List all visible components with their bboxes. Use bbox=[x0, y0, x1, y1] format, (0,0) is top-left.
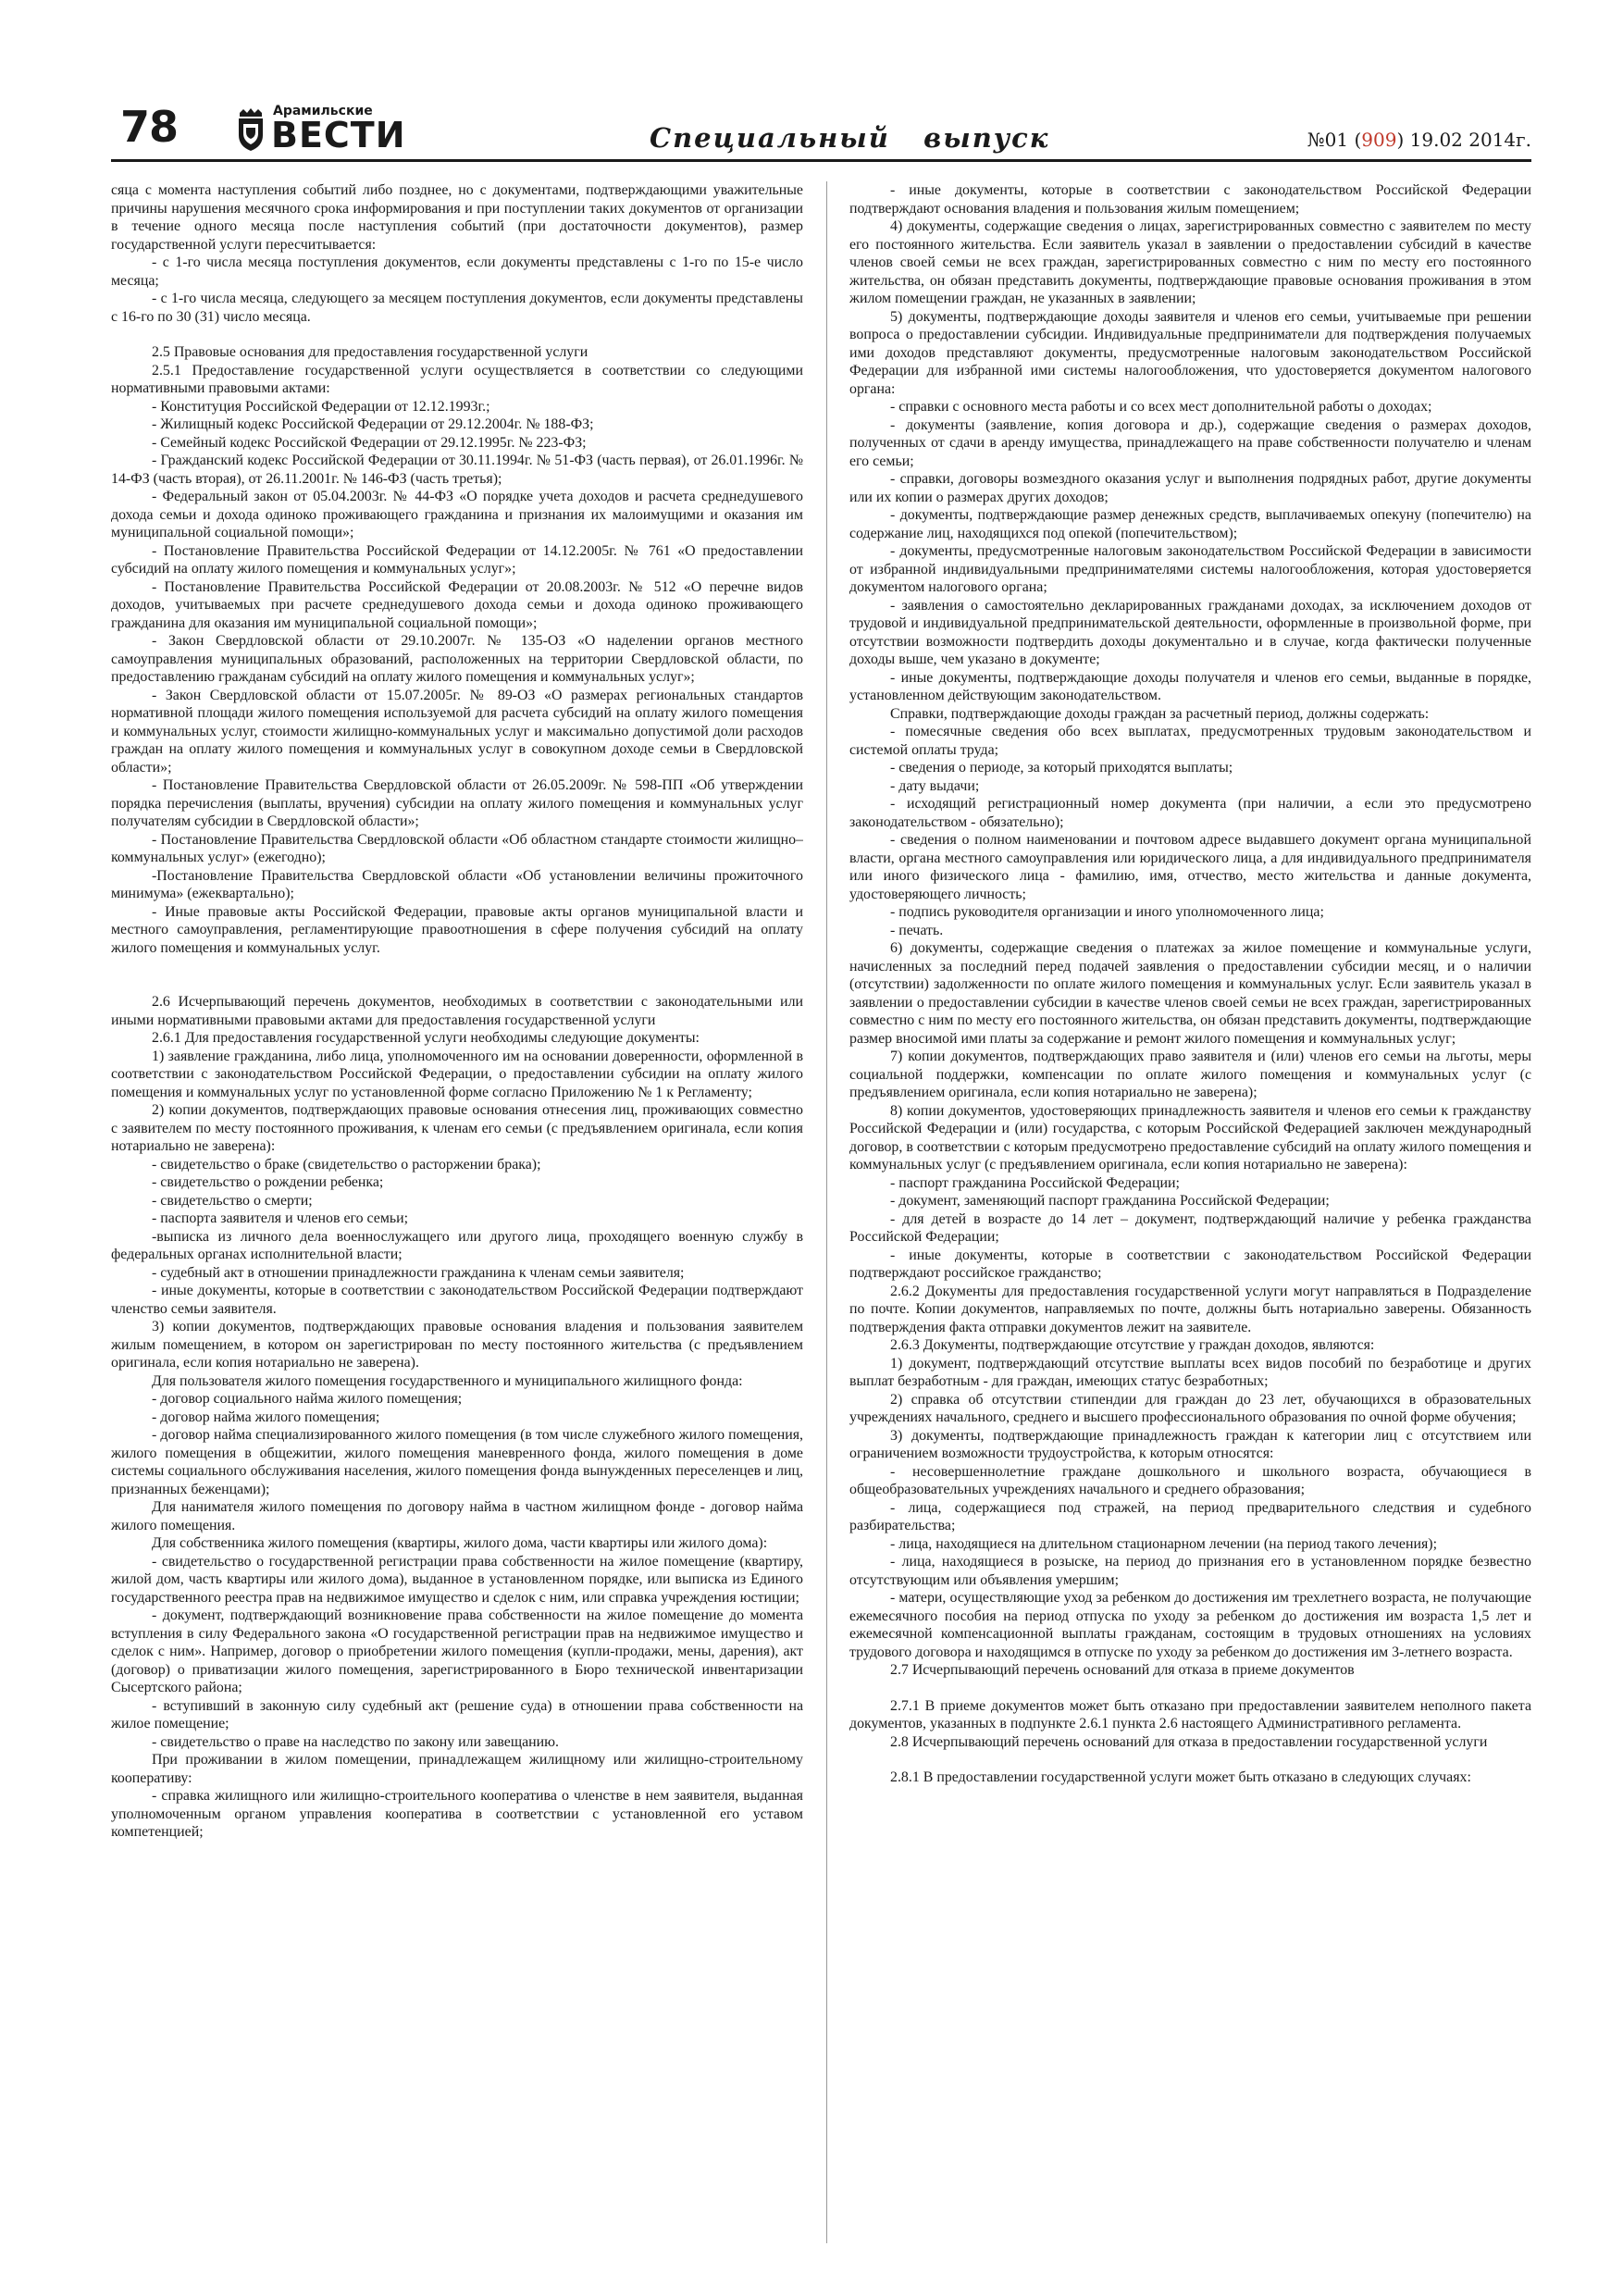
paragraph: - свидетельство о государственной регистрации права собственности на жилое помещение (квартиру, жилой дом, часть квартиры или жилого дома), выданное в установленном порядке, или выписка из Единого государственного реестра прав на недвижимое имущество и сделок с ним, или справка учреждения юстиции; bbox=[111, 1553, 803, 1606]
paragraph: - дату выдачи; bbox=[890, 777, 980, 794]
paragraph: - иные документы, которые в соответствии с законодательством Российской Федерации подтверждают российское гражданство; bbox=[849, 1247, 1531, 1281]
paragraph: - судебный акт в отношении принадлежности гражданина к членам семьи заявителя; bbox=[152, 1264, 685, 1281]
paragraph: - лица, содержащиеся под стражей, на период предварительного следствия и судебного разбирательства; bbox=[849, 1499, 1531, 1533]
header-rule bbox=[111, 159, 1531, 162]
section-heading: 2.8.1 В предоставлении государственной услуги может быть отказано в следующих случаях: bbox=[890, 1769, 1471, 1785]
paragraph: При проживании в жилом помещении, принадлежащем жилищному или жилищно-строительному кооперативу: bbox=[111, 1752, 803, 1786]
paragraph: - Федеральный закон от 05.04.2003г. № 44-ФЗ «О порядке учета доходов и расчета среднедушевого дохода семьи и дохода одиноко проживающего гражданина и признания их малоимущими и оказания им муниципальной социальной помощи»; bbox=[111, 489, 803, 540]
paragraph: - иные документы, которые в соответствии с законодательством Российской Федерации подтверждают членство семьи заявителя. bbox=[111, 1283, 803, 1317]
paragraph: - паспорт гражданина Российской Федерации; bbox=[890, 1174, 1180, 1191]
paragraph: 2.5.1 Предоставление государственной услуги осуществляется в соответствии со следующими нормативными правовыми актами: bbox=[111, 362, 803, 396]
paragraph: - несовершеннолетние граждане дошкольного и школьного возраста, обучающиеся в общеобразовательных учреждениях начального и среднего образования; bbox=[849, 1463, 1531, 1497]
paragraph: - Постановление Правительства Свердловской области от 26.05.2009г. № 598-ПП «Об утверждении порядка перечисления (выплаты, вручения) субсидии на оплату жилого помещения и коммунальных услуг получателям субсидии в Свердловской области»; bbox=[111, 777, 803, 829]
paragraph: 2.8 Исчерпывающий перечень оснований для отказа в предоставлении государственной услуги bbox=[890, 1733, 1488, 1750]
paragraph: 2) копии документов, подтверждающих правовые основания отнесения лиц, проживающих совместно с заявителем по месту постоянного проживания, к членам его семьи (с предъявлением оригинала, если копия нотариально не заверена): bbox=[111, 1102, 803, 1154]
paragraph: Для пользователя жилого помещения государственного и муниципального жилищного фонда: bbox=[152, 1372, 743, 1389]
page-number: 78 bbox=[120, 102, 179, 152]
paragraph: - иные документы, которые в соответствии с законодательством Российской Федерации подтверждают основания владения и пользования жилым помещением; bbox=[849, 182, 1531, 217]
paragraph: 3) документы, подтверждающие принадлежность граждан к категории лиц с отсутствием или ограничением возможности трудоустройства, к которым относятся: bbox=[849, 1427, 1531, 1461]
paragraph: - договор социального найма жилого помещения; bbox=[152, 1391, 463, 1407]
issue-info bbox=[1307, 129, 1531, 151]
paragraph: - Закон Свердловской области от 29.10.2007г. № 135-ОЗ «О наделении органов местного самоуправления муниципальных образований, расположенных на территории Свердловской области, по предоставлению гражданам субсидий на оплату жилого помещения и коммунальных услуг»; bbox=[111, 633, 803, 685]
paragraph: - справки, договоры возмездного оказания услуг и выполнения подрядных работ, другие документы или их копии о размерах других доходов; bbox=[849, 471, 1531, 505]
section-heading: 2.6 Исчерпывающий перечень документов, необходимых в соответствии с законодательными или иными нормативными правовыми актами для предоставления государственной услуги bbox=[111, 994, 803, 1028]
paragraph: - документ, подтверждающий возникновение права собственности на жилое помещение до момента вступления в силу Федерального закона «О государственной регистрации прав на недвижимое имущество и сделок с ним». Например, договор о приобретении жилого помещения (купли-продажи, мены, дарения), акт (договор) о приватизации жилого помещения, зарегистрированного в Бюро технической инвентаризации Сысертского района; bbox=[111, 1607, 803, 1695]
paragraph: - заявления о самостоятельно декларированных гражданами доходах, за исключением доходов от трудовой и индивидуальной предпринимательской деятельности, оформленные в произвольной форме, при отсутствии возможности подтвердить доходы документально и в случае, когда фактически полученные доходы выше, чем указано в документе; bbox=[849, 597, 1531, 667]
paragraph: 6) документы, содержащие сведения о платежах за жилое помещение и коммунальные услуги, начисленных за последний перед подачей заявления о предоставлении субсидии месяц, и о наличии (отсутствии) задолженности по оплате жилого помещения и коммунальных услуг. Если заявитель указал в заявлении о предоставлении субсидии в качестве членов своей семьи не всех граждан, зарегистрированных совместно с ним по месту его постоянного жительства, он обязан представить документы, подтверждающие размер вносимой ими платы за содержание и ремонт жилого помещения и коммунальных услуг; bbox=[849, 940, 1531, 1047]
paragraph: - Конституция Российской Федерации от 12.12.1993г.; bbox=[152, 398, 490, 415]
section-heading: 2.5 Правовые основания для предоставления государственной услуги bbox=[152, 344, 588, 360]
paragraph: - Жилищный кодекс Российской Федерации от 29.12.2004г. № 188-ФЗ; bbox=[152, 416, 594, 432]
right-column bbox=[849, 181, 1531, 2245]
paragraph: - свидетельство о смерти; bbox=[152, 1192, 313, 1209]
paragraph: -выписка из личного дела военнослужащего или другого лица, проходящего военную службу в федеральных органах исполнительной власти; bbox=[111, 1228, 803, 1262]
paragraph: - печать. bbox=[890, 922, 944, 938]
paragraph: - Закон Свердловской области от 15.07.2005г. № 89-ОЗ «О размерах региональных стандартов нормативной площади жилого помещения используемой для расчета субсидий на оплату жилого помещения и коммунальных услуг, стоимости жилищно-коммунальных услуг и максимально допустимой доли расходов граждан на оплату жилого помещения и коммунальных услуг в совокупном доходе семьи в Свердловской области»; bbox=[111, 687, 803, 776]
paragraph: 2) справка об отсутствии стипендии для граждан до 23 лет, обучающихся в образовательных учреждениях начального, среднего и высшего профессионального образования по очной форме обучения; bbox=[849, 1391, 1531, 1425]
paragraph: 2.6.1 Для предоставления государственной услуги необходимы следующие документы: bbox=[152, 1030, 700, 1046]
paragraph: 8) копии документов, удостоверяющих принадлежность заявителя и членов его семьи к гражданству Российской Федерации и (или) государства, с которым Российской Федерацией заключен международный договор, в соответствии с которым предусмотрено предоставление субсидий на оплату жилого помещения и коммунальных услуг (с предъявлением оригинала, если копия нотариально не заверена): bbox=[849, 1102, 1531, 1173]
paragraph: - паспорта заявителя и членов его семьи; bbox=[152, 1210, 409, 1226]
paragraph: 4) документы, содержащие сведения о лицах, зарегистрированных совместно с заявителем по месту его постоянного жительства. Если заявитель указал в заявлении о предоставлении субсидий в качестве членов своей семьи не всех граждан, зарегистрированных совместно с ним по месту его постоянного жительства, он обязан представить документы, подтверждающие правовые основания проживания в этом жилом помещении граждан, не указанных в заявлении; bbox=[849, 218, 1531, 306]
paragraph: сяца с момента наступления событий либо позднее, но с документами, подтверждающими уважительные причины нарушения месячного срока информирования и при поступлении таких документов от организации в течение одного месяца после наступления событий (при достаточности документов), размер государственной услуги пересчитывается: bbox=[111, 182, 803, 253]
paragraph: -Постановление Правительства Свердловской области «Об установлении величины прожиточного минимума» (ежеквартально); bbox=[111, 867, 803, 901]
paragraph: - лица, находящиеся в розыске, на период до признания его в установленном порядке безвестно отсутствующим или объявления умершим; bbox=[849, 1554, 1531, 1588]
paragraph: - свидетельство о браке (свидетельство о расторжении брака); bbox=[152, 1156, 541, 1173]
paragraph: - договор найма специализированного жилого помещения (в том числе служебного жилого помещения, жилого помещения в общежитии, жилого помещения маневренного фонда, жилого помещения в доме системы социального обслуживания населения, жилого помещения фонда вынужденных переселенцев и лиц, признанных беженцами); bbox=[111, 1427, 803, 1497]
paragraph: 5) документы, подтверждающие доходы заявителя и членов его семьи, учитываемые при решении вопроса о предоставлении субсидии. Индивидуальные предприниматели для подтверждения получаемых ими доходов представляют документы, предусмотренные налоговым законодательством Российской Федерации для избранной ими системы налогообложения, что удостоверяется документом налогового органа: bbox=[849, 308, 1531, 397]
paragraph: - Постановление Правительства Свердловской области «Об областном стандарте стоимости жилищно–коммунальных услуг» (ежегодно); bbox=[111, 831, 803, 865]
paragraph: - Постановление Правительства Российской Федерации от 20.08.2003г. № 512 «О перечне видов доходов, учитываемых при расчете среднедушевого дохода семьи и дохода одиноко проживающего гражданина для оказания им муниципальной социальной помощи»; bbox=[111, 578, 803, 631]
paragraph: 7) копии документов, подтверждающих право заявителя и (или) членов его семьи на льготы, меры социальной поддержки, компенсации по оплате жилого помещения и коммунальных услуг (с предъявлением оригинала, если копия нотариально не заверена); bbox=[849, 1049, 1531, 1100]
left-column bbox=[111, 181, 803, 2245]
paragraph: 1) документ, подтверждающий отсутствие выплаты всех видов пособий по безработице и других выплат безработным - для граждан, имеющих статус безработных; bbox=[849, 1355, 1531, 1389]
paragraph: Для собственника жилого помещения (квартиры, жилого дома, части квартиры или жилого дома): bbox=[152, 1535, 768, 1551]
paragraph: - Гражданский кодекс Российской Федерации от 30.11.1994г. № 51-ФЗ (часть первая), от 26.01.1996г. № 14-ФЗ (часть вторая), от 26.11.2001г. № 146-ФЗ (часть третья); bbox=[111, 453, 803, 487]
paragraph: - для детей в возрасте до 14 лет – документ, подтверждающий наличие у ребенка гражданства Российской Федерации; bbox=[849, 1210, 1531, 1245]
paragraph: 2.6.3 Документы, подтверждающие отсутствие у граждан доходов, являются: bbox=[890, 1337, 1375, 1353]
paragraph: - вступивший в законную силу судебный акт (решение суда) в отношении права собственности на жилое помещение; bbox=[111, 1697, 803, 1731]
paragraph: - документ, заменяющий паспорт гражданина Российской Федерации; bbox=[890, 1193, 1330, 1209]
paragraph: - иные документы, подтверждающие доходы получателя и членов его семьи, выданные в порядке, установленном действующим законодательством. bbox=[849, 669, 1531, 703]
page-header bbox=[111, 100, 1531, 159]
paragraph: - документы (заявление, копия договора и др.), содержащие сведения о размерах доходов, полученных от сдачи в аренду имущества, принадлежащего на праве собственности получателю и членам его семьи; bbox=[849, 416, 1531, 469]
issue-suffix: ) 19.02 2014г. bbox=[1396, 129, 1531, 151]
issue-number: 909 bbox=[1361, 129, 1397, 151]
paragraph: - сведения о периоде, за который приходятся выплаты; bbox=[890, 760, 1233, 776]
paragraph: - документы, предусмотренные налоговым законодательством Российской Федерации в зависимости от избранной индивидуальными предпринимателями системы налогообложения, которая удостоверяется документом налогового органа; bbox=[849, 543, 1531, 595]
paragraph: 3) копии документов, подтверждающих правовые основания владения и пользования заявителем жилым помещением, в котором он зарегистрирован по месту постоянного жительства (с предъявлением оригинала, если копия нотариально не заверена). bbox=[111, 1319, 803, 1371]
issue-prefix: №01 ( bbox=[1307, 129, 1362, 151]
paragraph: - подпись руководителя организации и иного уполномоченного лица; bbox=[890, 904, 1324, 920]
paragraph: - свидетельство о рождении ребенка; bbox=[152, 1174, 384, 1190]
column-divider bbox=[826, 181, 827, 2243]
paragraph: - матери, осуществляющие уход за ребенком до достижения им трехлетнего возраста, не получающие ежемесячного пособия на период отпуска по уходу за ребенком до достижения им возраста 1,5 лет и ежемесячной компенсационной выплаты гражданам, состоящим в трудовых отношениях на условиях трудового договора и находящимся в отпуске по уходу за ребенком до достижения им 3-летнего возраста. bbox=[849, 1590, 1531, 1660]
special-issue-title: Специальный выпуск bbox=[650, 122, 1050, 154]
paragraph: - помесячные сведения обо всех выплатах, предусмотренных трудовым законодательством и системой оплаты труда; bbox=[849, 724, 1531, 758]
paragraph: 1) заявление гражданина, либо лица, уполномоченного им на основании доверенности, оформленной в соответствии с законодательством Российской Федерации, о предоставлении субсидии на оплату жилого помещения и коммунальных услуг по установленной форме согласно Приложению № 1 к Регламенту; bbox=[111, 1048, 803, 1100]
paragraph: - Постановление Правительства Российской Федерации от 14.12.2005г. № 761 «О предоставлении субсидий на оплату жилого помещения и коммунальных услуг»; bbox=[111, 542, 803, 577]
logo-top-text: Арамильские bbox=[273, 104, 373, 118]
paragraph: - с 1-го числа месяца, следующего за месяцем поступления документов, если документы представлены с 16-го по 30 (31) число месяца. bbox=[111, 291, 803, 325]
paragraph: 2.7 Исчерпывающий перечень оснований для отказа в приеме документов bbox=[890, 1662, 1355, 1678]
paragraph: - лица, находящиеся на длительном стационарном лечении (на период такого лечения); bbox=[890, 1535, 1438, 1552]
paragraph: 2.6.2 Документы для предоставления государственной услуги могут направляться в Подразделение по почте. Копии документов, направляемых по почте, должны быть нотариально заверены. Обязанность подтверждения факта отправки документов лежит на заявителе. bbox=[849, 1283, 1531, 1335]
paragraph: - с 1-го числа месяца поступления документов, если документы представлены с 1-го по 15-е число месяца; bbox=[111, 254, 803, 289]
coat-of-arms-icon bbox=[236, 107, 266, 152]
paragraph: - договор найма жилого помещения; bbox=[152, 1409, 380, 1425]
paragraph: - документы, подтверждающие размер денежных средств, выплачиваемых опекуну (попечителю) на содержание лиц, находящихся под опекой (попечительством); bbox=[849, 507, 1531, 541]
section-heading: 2.7.1 В приеме документов может быть отказано при предоставлении заявителем неполного пакета документов, указанных в подпункте 2.6.1 пункта 2.6 настоящего Административного регламента. bbox=[849, 1697, 1531, 1731]
paragraph: - Семейный кодекс Российской Федерации от 29.12.1995г. № 223-ФЗ; bbox=[152, 434, 587, 451]
paragraph: - исходящий регистрационный номер документа (при наличии, а если это предусмотрено законодательством - обязательно); bbox=[849, 796, 1531, 830]
paragraph: - свидетельство о праве на наследство по закону или завещанию. bbox=[152, 1733, 559, 1750]
paragraph: - сведения о полном наименовании и почтовом адресе выдавшего документ органа муниципальной власти, органа местного самоуправления или юридического лица, а для индивидуального предпринимателя или иного физического лица - фамилию, имя, отчество, место жительства и данные документа, удостоверяющего личность; bbox=[849, 832, 1531, 902]
paragraph: Для нанимателя жилого помещения по договору найма в частном жилищном фонде - договор найма жилого помещения. bbox=[111, 1499, 803, 1533]
paragraph: - справка жилищного или жилищно-строительного кооператива о членстве в нем заявителя, выданная уполномоченным органом управления кооператива в соответствии с установленной его уставом компетенцией; bbox=[111, 1788, 803, 1840]
paragraph: - Иные правовые акты Российской Федерации, правовые акты органов муниципальной власти и местного самоуправления, регламентирующие правоотношения в сфере получения субсидий на оплату жилого помещения и коммунальных услуг. bbox=[111, 903, 803, 956]
paragraph: - справки с основного места работы и со всех мест дополнительной работы о доходах; bbox=[890, 399, 1432, 415]
newspaper-logo bbox=[236, 104, 421, 157]
paragraph: Справки, подтверждающие доходы граждан за расчетный период, должны содержать: bbox=[890, 705, 1430, 722]
logo-main-text: ВЕСТИ bbox=[271, 115, 406, 155]
